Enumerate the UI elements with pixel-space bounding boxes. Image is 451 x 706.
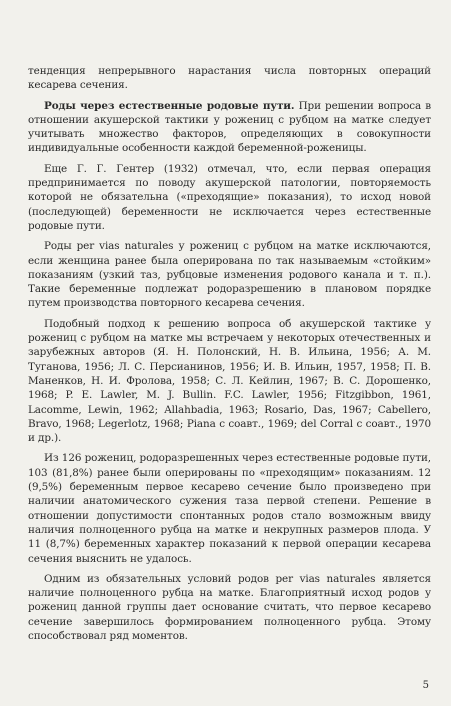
page-number: 5 [422, 680, 429, 691]
paragraph-references [28, 317, 431, 446]
paragraph [28, 451, 431, 565]
paragraph-text: Одним из обязательных условий родов per vias naturales является наличие полноценного рубца на матке. Благоприятный исход родов у рожениц данной группы дает основание считать, что первое кесарево сечение завершилось формированием полноценного рубца. Этому способствовал ряд моментов. [28, 572, 431, 642]
paragraph-text: Еще Г. Г. Гентер (1932) отмечал, что, если первая операция предпринимается по поводу акушерской патологии, повторяемость которой не обязательна («преходящие» показания), то исход новой (последующей) беременности не исключается через естественные родовые пути. [28, 162, 431, 232]
paragraph-text: Подобный подход к решению вопроса об акушерской тактике у рожениц с рубцом на матке мы встречаем у некоторых отечественных и зарубежных авторов (Я. Н. Полонский, Н. В. Ильина, 1956; А. М. Туганова, 1956; Л. С. Персианинов, 1956; И. В. Ильин, 1957, 1958; П. В. Маненков, Н. И. Фролова, 1958; С. Л. Кейлин, 1967; В. С. Дорошенко, 1968; P. E. Lawler, M. J. Bullin. F.C. Lawler, 1956; Fitzgibbon, 1961, Lacomme, Lewin, 1962; Allahbadia, 1963; Rosario, Das, 1967; Cabellero, Bravo, 1968; Legerlotz, 1968; Piana с соавт., 1969; del Corral с соавт., 1970 и др.). [28, 317, 431, 445]
paragraph-continuation [28, 64, 431, 93]
paragraph-text: При решении вопроса в отношении акушерской тактики у рожениц с рубцом на матке следует учитывать множество факторов, определяющих в совокупности индивидуальные особенности каждой беременной-роженицы. [28, 99, 431, 155]
paragraph [28, 239, 431, 310]
paragraph-text: Из 126 рожениц, родоразрешенных через естественные родовые пути, 103 (81,8%) ранее были оперированы по «преходящим» показаниям. 12 (9,5%) беременным первое кесарево сечение было произведено при наличии анатомического сужения таза первой степени. Решение в отношении допустимости спонтанных родов стало возможным ввиду наличия полноценного рубца на матке и некрупных размеров плода. У 11 (8,7%) беременных характер показаний к первой операции кесарева сечения выяснить не удалось. [28, 452, 431, 565]
paragraph-text: тенденция непрерывного нарастания числа повторных операций кесарева сечения. [28, 65, 431, 92]
section-heading: Роды через естественные родовые пути. [44, 99, 295, 112]
paragraph [28, 162, 431, 233]
paragraph-text: Роды per vias naturales у рожениц с рубцом на матке исключаются, если женщина ранее была оперирована по так называемым «стойким» показаниям (узкий таз, рубцовые изменения родового канала и т. п.). Такие беременные подлежат родоразрешению в плановом порядке путем производства повторного кесарева сечения. [28, 240, 431, 310]
paragraph [28, 572, 431, 643]
paragraph-section-heading [28, 99, 431, 156]
